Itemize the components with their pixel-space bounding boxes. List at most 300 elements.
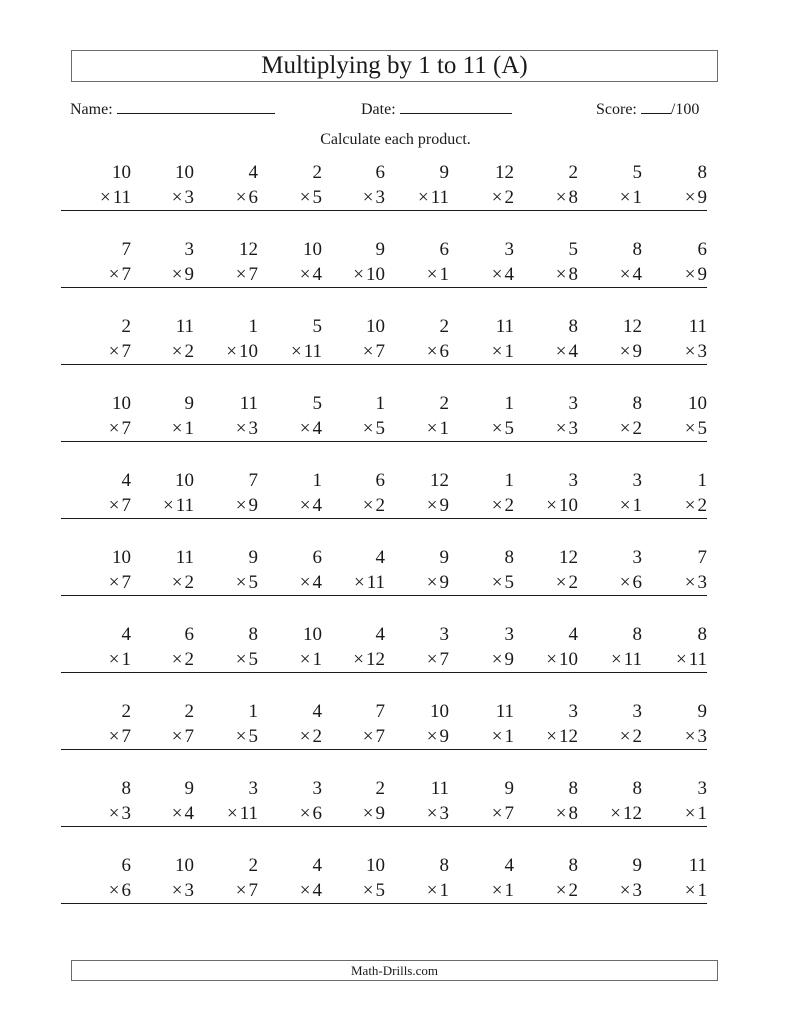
problem-83 — [188, 776, 258, 827]
problem-18 — [508, 237, 578, 288]
multiplier-line — [312, 416, 385, 442]
times-sign: × — [426, 726, 438, 747]
times-sign: × — [491, 649, 503, 670]
multiplier: 11 — [366, 572, 385, 593]
problem-50 — [637, 468, 707, 519]
problem-6 — [379, 160, 449, 211]
problem-48 — [508, 468, 578, 519]
multiplicand: 8 — [632, 624, 642, 645]
multiplier: 7 — [121, 726, 131, 747]
times-sign: × — [171, 726, 183, 747]
problem-75 — [312, 699, 385, 750]
multiplicand: 8 — [439, 855, 449, 876]
multiplier-line — [312, 801, 385, 827]
times-sign: × — [299, 726, 311, 747]
times-sign: × — [299, 649, 311, 670]
problem-37 — [444, 391, 514, 442]
multiplicand: 7 — [375, 701, 385, 722]
multiplicand: 10 — [112, 162, 131, 183]
problem-29 — [572, 314, 642, 365]
times-sign: × — [108, 495, 120, 516]
problem-41 — [61, 468, 131, 519]
problem-95 — [312, 853, 385, 904]
problem-20 — [637, 237, 707, 288]
name-blank — [117, 98, 275, 114]
multiplicand: 3 — [632, 701, 642, 722]
multiplier-line — [188, 493, 258, 519]
multiplicand: 6 — [121, 855, 131, 876]
multiplier: 1 — [439, 418, 449, 439]
problem-36 — [379, 391, 449, 442]
multiplier-line — [508, 416, 578, 442]
times-sign: × — [226, 341, 237, 362]
date-blank — [400, 98, 512, 114]
score-label: Score: — [596, 101, 637, 118]
multiplier: 7 — [375, 341, 385, 362]
times-sign: × — [619, 572, 631, 593]
problem-72 — [121, 699, 194, 750]
times-sign: × — [491, 418, 503, 439]
times-sign: × — [235, 649, 247, 670]
multiplier: 9 — [697, 264, 707, 285]
multiplier: 7 — [375, 726, 385, 747]
multiplier-line — [637, 647, 707, 673]
multiplier-line — [61, 570, 131, 596]
multiplicand: 9 — [439, 547, 449, 568]
multiplicand: 3 — [568, 393, 578, 414]
times-sign: × — [171, 572, 183, 593]
multiplier: 1 — [184, 418, 194, 439]
multiplier: 5 — [248, 572, 258, 593]
multiplier: 5 — [312, 187, 322, 208]
multiplier: 11 — [175, 495, 194, 516]
multiplier: 5 — [248, 726, 258, 747]
problem-96 — [379, 853, 449, 904]
times-sign: × — [353, 649, 364, 670]
multiplicand: 6 — [312, 547, 322, 568]
multiplier-line — [444, 185, 514, 211]
times-sign: × — [162, 495, 174, 516]
multiplier: 5 — [375, 418, 385, 439]
times-sign: × — [684, 264, 696, 285]
multiplier: 9 — [439, 572, 449, 593]
multiplier-line — [379, 339, 449, 365]
multiplier: 7 — [121, 495, 131, 516]
problem-49 — [572, 468, 642, 519]
multiplicand: 6 — [697, 239, 707, 260]
multiplicand: 12 — [495, 162, 514, 183]
problem-31 — [61, 391, 131, 442]
times-sign: × — [171, 341, 183, 362]
times-sign: × — [684, 803, 696, 824]
multiplier-line — [61, 339, 131, 365]
multiplicand: 5 — [632, 162, 642, 183]
multiplicand: 8 — [632, 778, 642, 799]
multiplier: 5 — [375, 880, 385, 901]
multiplier: 10 — [366, 264, 385, 285]
multiplier: 9 — [248, 495, 258, 516]
multiplier-line — [121, 416, 194, 442]
multiplicand: 9 — [248, 547, 258, 568]
multiplier: 10 — [559, 495, 578, 516]
multiplicand: 11 — [175, 316, 194, 337]
multiplier-line — [312, 493, 385, 519]
times-sign: × — [491, 572, 503, 593]
multiplier-line — [508, 262, 578, 288]
times-sign: × — [675, 649, 687, 670]
multiplicand: 12 — [559, 547, 578, 568]
multiplicand: 8 — [248, 624, 258, 645]
problem-77 — [444, 699, 514, 750]
multiplier-line — [379, 416, 449, 442]
multiplier: 3 — [375, 187, 385, 208]
multiplier-line — [572, 647, 642, 673]
times-sign: × — [555, 341, 567, 362]
multiplicand: 3 — [184, 239, 194, 260]
multiplier-line — [252, 416, 322, 442]
multiplier-line — [508, 647, 578, 673]
multiplicand: 10 — [688, 393, 707, 414]
times-sign: × — [299, 495, 311, 516]
multiplier-line — [188, 339, 258, 365]
problem-11 — [61, 237, 131, 288]
multiplier-line — [444, 647, 514, 673]
problem-85 — [312, 776, 385, 827]
multiplier: 1 — [697, 880, 707, 901]
multiplicand: 10 — [303, 239, 322, 260]
multiplicand: 6 — [375, 162, 385, 183]
problem-4 — [252, 160, 322, 211]
multiplier: 1 — [312, 649, 322, 670]
problem-76 — [379, 699, 449, 750]
multiplier: 4 — [312, 264, 322, 285]
problem-40 — [637, 391, 707, 442]
times-sign: × — [353, 264, 364, 285]
problem-56 — [379, 545, 449, 596]
multiplier: 11 — [112, 187, 131, 208]
multiplicand: 10 — [175, 162, 194, 183]
name-label: Name: — [70, 101, 113, 118]
problem-33 — [188, 391, 258, 442]
times-sign: × — [684, 187, 696, 208]
multiplier: 1 — [439, 264, 449, 285]
times-sign: × — [426, 649, 438, 670]
multiplicand: 9 — [632, 855, 642, 876]
multiplier: 2 — [312, 726, 322, 747]
multiplier: 7 — [121, 264, 131, 285]
multiplier: 1 — [121, 649, 131, 670]
multiplier-line — [637, 493, 707, 519]
multiplier: 3 — [697, 341, 707, 362]
problem-38 — [508, 391, 578, 442]
multiplicand: 5 — [312, 316, 322, 337]
multiplier-line — [124, 185, 194, 211]
multiplicand: 3 — [568, 470, 578, 491]
multiplier: 6 — [312, 803, 322, 824]
problem-80 — [637, 699, 707, 750]
multiplier-line — [637, 185, 707, 211]
footer-text: Math-Drills.com — [350, 962, 438, 978]
multiplier-line — [572, 339, 642, 365]
multiplier-line — [444, 878, 514, 904]
multiplier-line — [572, 570, 642, 596]
problem-69 — [572, 622, 642, 673]
multiplicand: 2 — [121, 316, 131, 337]
multiplicand: 2 — [568, 162, 578, 183]
times-sign: × — [684, 726, 696, 747]
multiplier: 5 — [504, 572, 514, 593]
times-sign: × — [353, 572, 365, 593]
multiplier-line — [572, 185, 642, 211]
multiplier-line — [188, 724, 258, 750]
times-sign: × — [546, 649, 557, 670]
multiplier: 4 — [184, 803, 194, 824]
problem-94 — [252, 853, 322, 904]
times-sign: × — [546, 726, 557, 747]
multiplier: 8 — [568, 187, 578, 208]
problem-12 — [121, 237, 194, 288]
times-sign: × — [108, 726, 120, 747]
multiplier: 10 — [239, 341, 258, 362]
multiplicand: 4 — [312, 701, 322, 722]
multiplicand: 10 — [366, 316, 385, 337]
multiplier-line — [188, 262, 258, 288]
times-sign: × — [684, 495, 696, 516]
multiplier: 4 — [568, 341, 578, 362]
multiplicand: 3 — [312, 778, 322, 799]
problem-91 — [61, 853, 131, 904]
multiplicand: 9 — [697, 701, 707, 722]
multiplicand: 5 — [312, 393, 322, 414]
multiplier: 2 — [184, 649, 194, 670]
times-sign: × — [108, 803, 120, 824]
problem-68 — [508, 622, 578, 673]
multiplier: 7 — [248, 264, 258, 285]
multiplier-line — [312, 878, 385, 904]
multiplier-line — [637, 878, 707, 904]
multiplier-line — [379, 262, 449, 288]
multiplicand: 2 — [184, 701, 194, 722]
times-sign: × — [426, 264, 438, 285]
multiplier-line — [508, 878, 578, 904]
multiplier: 8 — [568, 803, 578, 824]
times-sign: × — [555, 187, 567, 208]
problem-73 — [188, 699, 258, 750]
times-sign: × — [555, 880, 567, 901]
multiplier: 3 — [697, 572, 707, 593]
multiplicand: 9 — [375, 239, 385, 260]
multiplier-line — [379, 570, 449, 596]
times-sign: × — [362, 726, 374, 747]
multiplier-line — [444, 416, 514, 442]
multiplier: 7 — [121, 418, 131, 439]
multiplier-line — [637, 570, 707, 596]
multiplicand: 1 — [248, 701, 258, 722]
times-sign: × — [619, 341, 631, 362]
multiplier-line — [61, 878, 131, 904]
multiplicand: 12 — [623, 316, 642, 337]
times-sign: × — [491, 880, 503, 901]
multiplicand: 10 — [366, 855, 385, 876]
multiplier: 6 — [439, 341, 449, 362]
multiplier-line — [572, 262, 642, 288]
multiplicand: 10 — [112, 393, 131, 414]
multiplicand: 4 — [248, 162, 258, 183]
multiplier: 2 — [375, 495, 385, 516]
times-sign: × — [362, 803, 374, 824]
multiplicand: 10 — [112, 547, 131, 568]
multiplicand: 2 — [439, 316, 449, 337]
problem-3 — [188, 160, 258, 211]
multiplier-line — [312, 647, 385, 673]
times-sign: × — [108, 649, 120, 670]
problem-97 — [444, 853, 514, 904]
problem-30 — [637, 314, 707, 365]
multiplier-line — [252, 185, 322, 211]
times-sign: × — [491, 341, 503, 362]
multiplier: 2 — [184, 572, 194, 593]
problem-93 — [188, 853, 258, 904]
multiplier-line — [188, 185, 258, 211]
multiplier-line — [572, 878, 642, 904]
multiplier-line — [121, 570, 194, 596]
times-sign: × — [235, 572, 247, 593]
times-sign: × — [426, 803, 438, 824]
times-sign: × — [555, 264, 567, 285]
multiplier: 1 — [504, 726, 514, 747]
times-sign: × — [235, 264, 247, 285]
problem-87 — [444, 776, 514, 827]
multiplier-line — [508, 570, 578, 596]
times-sign: × — [362, 341, 374, 362]
problem-54 — [252, 545, 322, 596]
problem-59 — [572, 545, 642, 596]
multiplier-line — [444, 724, 514, 750]
multiplier-line — [572, 416, 642, 442]
multiplier-line — [637, 724, 707, 750]
multiplier-line — [61, 262, 131, 288]
times-sign: × — [555, 803, 567, 824]
multiplier-line — [121, 262, 194, 288]
multiplier: 2 — [568, 572, 578, 593]
multiplier: 4 — [312, 572, 322, 593]
problem-1 — [61, 160, 131, 211]
multiplicand: 10 — [303, 624, 322, 645]
times-sign: × — [362, 187, 374, 208]
multiplicand: 8 — [632, 393, 642, 414]
multiplier: 3 — [439, 803, 449, 824]
multiplicand: 11 — [239, 393, 258, 414]
multiplier-line — [444, 262, 514, 288]
multiplicand: 11 — [175, 547, 194, 568]
problem-63 — [188, 622, 258, 673]
multiplier: 7 — [121, 572, 131, 593]
multiplier: 7 — [248, 880, 258, 901]
problem-81 — [61, 776, 131, 827]
problem-88 — [508, 776, 578, 827]
multiplicand: 3 — [504, 624, 514, 645]
problem-46 — [379, 468, 449, 519]
footer-box — [71, 960, 718, 981]
times-sign: × — [171, 418, 183, 439]
times-sign: × — [491, 187, 503, 208]
multiplicand: 6 — [375, 470, 385, 491]
multiplicand: 1 — [248, 316, 258, 337]
times-sign: × — [619, 726, 631, 747]
date-label: Date: — [361, 101, 396, 118]
multiplier: 8 — [568, 264, 578, 285]
multiplier: 6 — [248, 187, 258, 208]
multiplicand: 3 — [632, 470, 642, 491]
multiplicand: 2 — [375, 778, 385, 799]
times-sign: × — [299, 187, 311, 208]
multiplier: 11 — [239, 803, 258, 824]
multiplicand: 8 — [568, 778, 578, 799]
problem-34 — [252, 391, 322, 442]
problem-51 — [61, 545, 131, 596]
multiplicand: 4 — [121, 624, 131, 645]
multiplicand: 3 — [697, 778, 707, 799]
multiplier-line — [637, 339, 707, 365]
problem-17 — [444, 237, 514, 288]
multiplier-line — [121, 493, 194, 519]
multiplier: 3 — [632, 880, 642, 901]
worksheet-title: Multiplying by 1 to 11 (A) — [261, 52, 528, 79]
multiplier-line — [508, 493, 578, 519]
multiplier: 6 — [121, 880, 131, 901]
problem-79 — [572, 699, 642, 750]
problem-47 — [444, 468, 514, 519]
multiplier-line — [188, 570, 258, 596]
multiplicand: 4 — [504, 855, 514, 876]
name-field — [70, 98, 275, 119]
problem-16 — [379, 237, 449, 288]
multiplicand: 8 — [568, 855, 578, 876]
times-sign: × — [299, 880, 311, 901]
times-sign: × — [362, 880, 374, 901]
multiplier-line — [252, 262, 322, 288]
problem-70 — [637, 622, 707, 673]
date-field — [361, 98, 512, 119]
times-sign: × — [99, 187, 111, 208]
multiplicand: 9 — [504, 778, 514, 799]
multiplier: 5 — [697, 418, 707, 439]
multiplier: 4 — [632, 264, 642, 285]
problem-5 — [312, 160, 385, 211]
multiplier: 3 — [248, 418, 258, 439]
times-sign: × — [299, 418, 311, 439]
times-sign: × — [108, 264, 120, 285]
problem-57 — [444, 545, 514, 596]
problem-14 — [252, 237, 322, 288]
problem-82 — [121, 776, 194, 827]
times-sign: × — [491, 726, 503, 747]
times-sign: × — [235, 495, 247, 516]
multiplicand: 12 — [239, 239, 258, 260]
problem-9 — [572, 160, 642, 211]
multiplicand: 2 — [121, 701, 131, 722]
times-sign: × — [226, 803, 238, 824]
multiplier: 1 — [439, 880, 449, 901]
multiplier: 2 — [184, 341, 194, 362]
multiplier: 3 — [184, 187, 194, 208]
multiplicand: 9 — [184, 393, 194, 414]
multiplier-line — [252, 570, 322, 596]
multiplicand: 9 — [184, 778, 194, 799]
times-sign: × — [491, 803, 503, 824]
problem-86 — [379, 776, 449, 827]
multiplicand: 3 — [632, 547, 642, 568]
